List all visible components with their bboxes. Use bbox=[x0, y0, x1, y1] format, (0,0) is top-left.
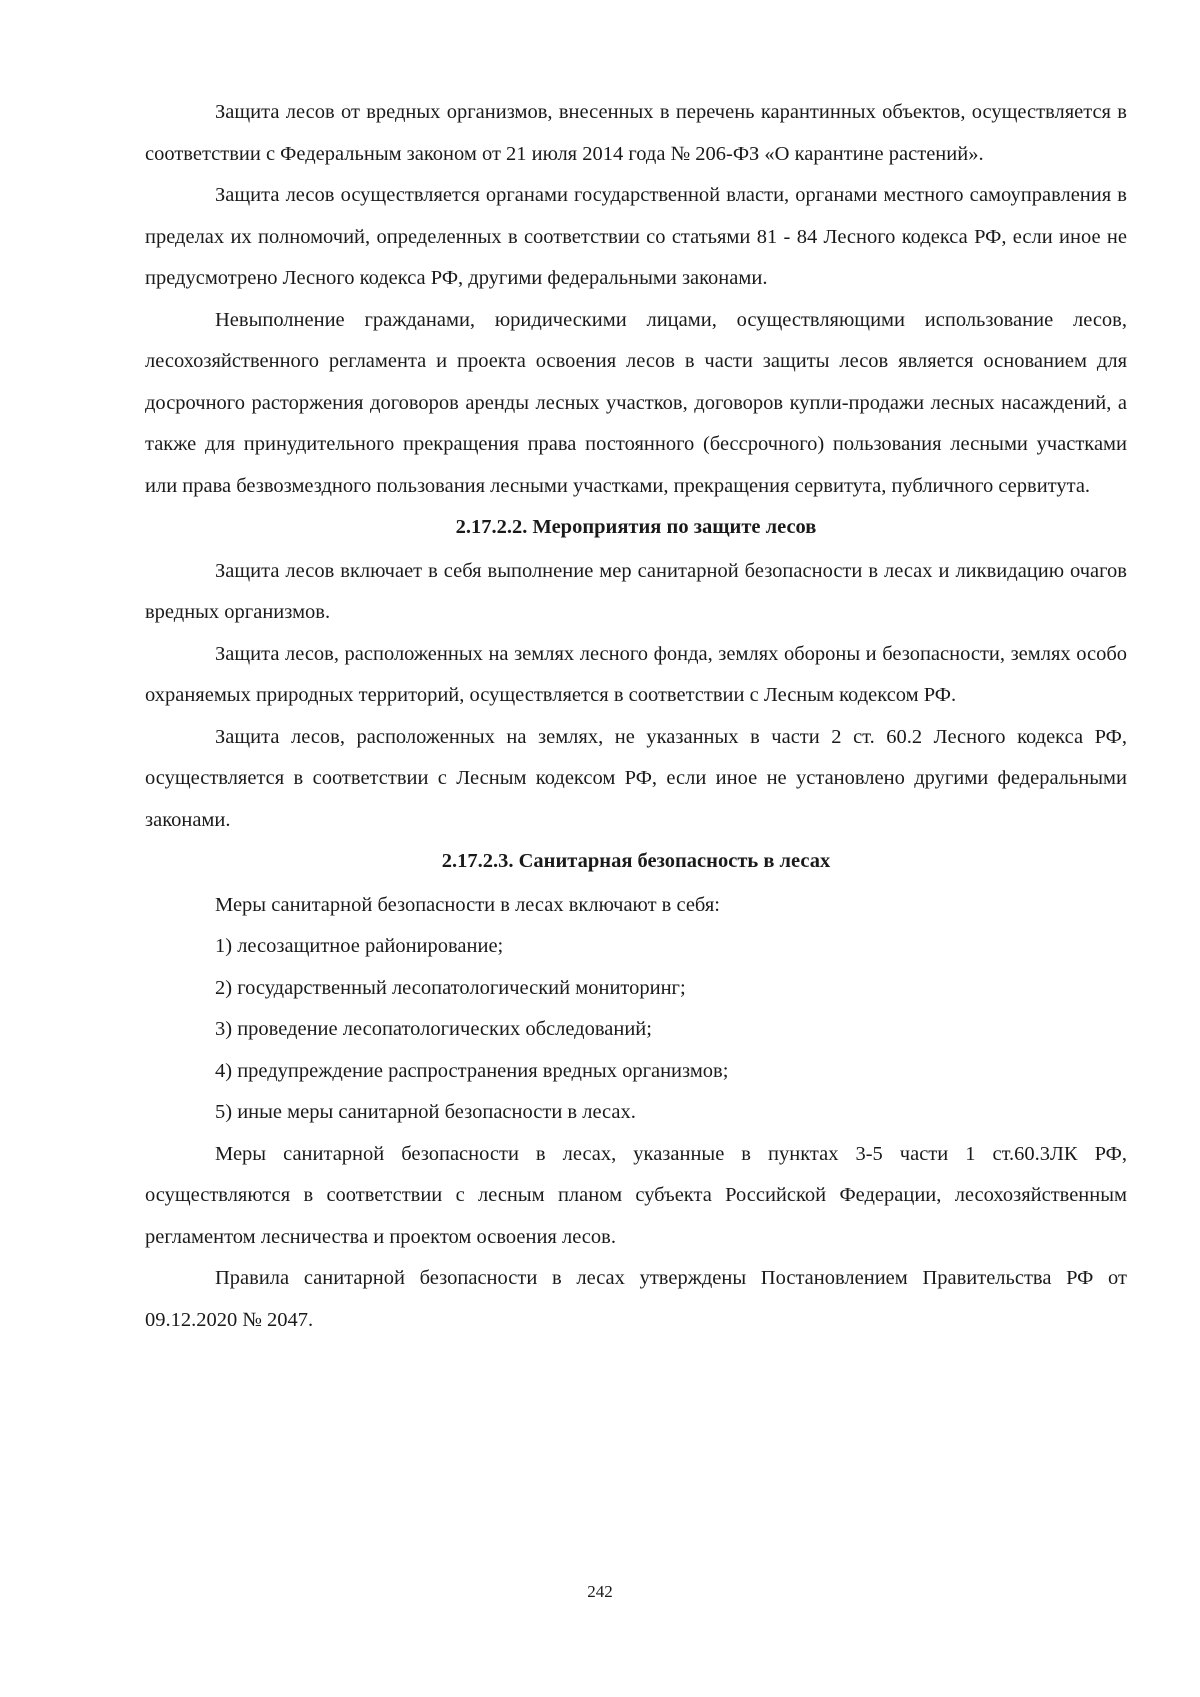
paragraph-sanitary-measures-plan: Меры санитарной безопасности в лесах, указанные в пунктах 3-5 части 1 ст.60.3ЛК РФ, осуществляются в соответствии с лесным планом субъекта Российской Федерации, лесохозяйственным регламентом лесничества и проектом освоения лесов. bbox=[145, 1142, 1127, 1248]
paragraph-quarantine: Защита лесов от вредных организмов, внесенных в перечень карантинных объектов, осуществляется в соответствии с Федеральным законом от 21 июля 2014 года № 206-ФЗ «О карантине растений». bbox=[145, 101, 1127, 165]
document-page bbox=[145, 92, 1127, 1341]
list-item: 5) иные меры санитарной безопасности в лесах. bbox=[215, 1101, 636, 1123]
list-item: 3) проведение лесопатологических обследований; bbox=[215, 1018, 652, 1040]
list-item: 4) предупреждение распространения вредных организмов; bbox=[215, 1059, 729, 1082]
paragraph-protection-includes: Защита лесов включает в себя выполнение мер санитарной безопасности в лесах и ликвидацию очагов вредных организмов. bbox=[145, 559, 1127, 623]
list-item: 2) государственный лесопатологический мониторинг; bbox=[215, 976, 686, 999]
paragraph-forest-fund-lands: Защита лесов, расположенных на землях лесного фонда, землях обороны и безопасности, землях особо охраняемых природных территорий, осуществляется в соответствии с Лесным кодексом РФ. bbox=[145, 642, 1127, 706]
paragraph-sanitary-rules: Правила санитарной безопасности в лесах утверждены Постановлением Правительства РФ от 09.12.2020 № 2047. bbox=[145, 1267, 1127, 1331]
paragraph-other-lands: Защита лесов, расположенных на землях, не указанных в части 2 ст. 60.2 Лесного кодекса РФ, осуществляется в соответствии с Лесным кодексом РФ, если иное не установлено другими федеральными законами. bbox=[145, 725, 1127, 831]
list-intro: Меры санитарной безопасности в лесах включают в себя: bbox=[215, 893, 720, 916]
section-heading-forest-protection-measures: 2.17.2.2. Мероприятия по защите лесов bbox=[455, 516, 817, 538]
paragraph-noncompliance: Невыполнение гражданами, юридическими лицами, осуществляющими использование лесов, лесохозяйственного регламента и проекта освоения лесов в части защиты лесов является основанием для досрочного расторжения договоров аренды лесных участков, договоров купли-продажи лесных насаждений, а также для принудительного прекращения права постоянного (бессрочного) пользования лесными участками или права безвозмездного пользования лесными участками, прекращения сервитута, публичного сервитута. bbox=[145, 308, 1127, 497]
paragraph-authorities: Защита лесов осуществляется органами государственной власти, органами местного самоуправления в пределах их полномочий, определенных в соответствии со статьями 81 - 84 Лесного кодекса РФ, если иное не предусмотрено Лесного кодекса РФ, другими федеральными законами. bbox=[145, 184, 1127, 289]
list-item: 1) лесозащитное районирование; bbox=[215, 935, 504, 957]
page-number: 242 bbox=[587, 1582, 613, 1601]
section-heading-sanitary-safety: 2.17.2.3. Санитарная безопасность в лесах bbox=[441, 850, 831, 872]
